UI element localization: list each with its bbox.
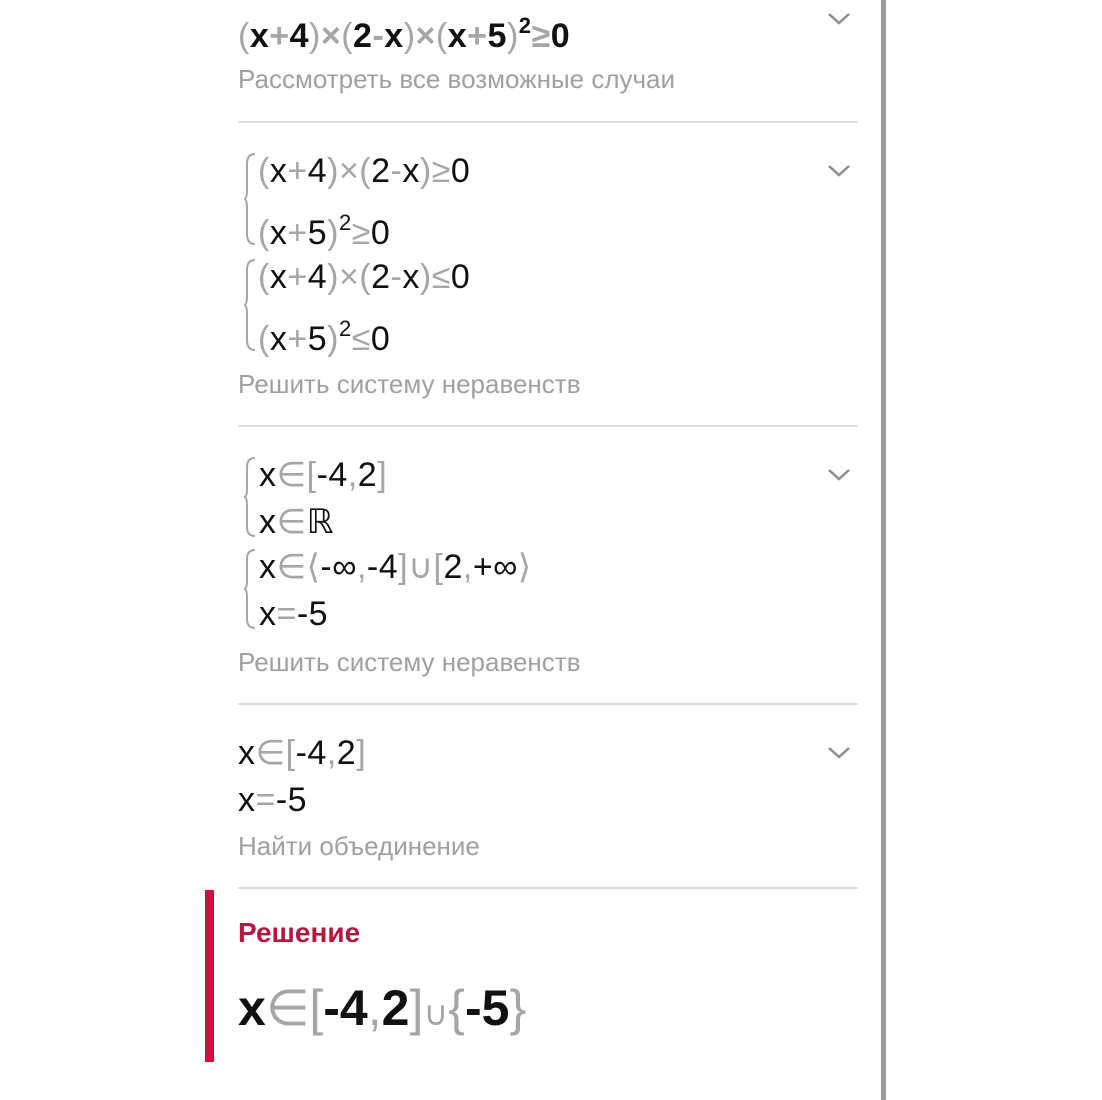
divider [238,121,858,123]
system-brace-icon [243,548,257,630]
step3-system1-line2: x∈ℝ [259,503,335,541]
step3-system2-line1: x∈⟨-∞,-4]∪[2,+∞⟩ [259,548,532,586]
system-brace-icon [243,456,257,538]
step1-hint: Рассмотреть все возможные случаи [238,64,676,94]
system-brace-icon [243,152,257,246]
step2-system1-line2: $(x+5)^2\ge 0$ [258,210,391,252]
step4-line2: x=-5 [238,781,308,819]
divider [238,887,858,889]
step2-system2-line2: $(x+5)^2\le 0$ [258,316,391,358]
step3-system2-line2: x=-5 [259,595,329,633]
step2-hint: Решить систему неравенств [238,369,581,399]
solution-accent-bar [205,890,214,1062]
divider [238,425,858,427]
step2-system1-line1: (x+4)×(2-x)≥0 [258,152,471,190]
step4-line1: x∈[-4,2] [238,734,367,772]
step4-hint: Найти объединение [238,831,480,861]
right-margin [886,0,1102,1100]
expand-step2-chevron-icon[interactable] [826,162,852,182]
solution-title: Решение [238,917,361,948]
system-brace-icon [243,258,257,352]
solution-expression: x∈[-4,2]∪{-5} [238,980,527,1036]
step2-system2-line1: (x+4)×(2-x)≤0 [258,258,471,296]
expand-step3-chevron-icon[interactable] [826,466,852,486]
step1-expression: $(x+4)\times(2-x)\times(x+5)^2\ge 0$ [238,13,571,55]
step3-hint: Решить систему неравенств [238,647,581,677]
left-margin [0,0,205,1100]
expand-step1-chevron-icon[interactable] [826,10,852,30]
step3-system1-line1: x∈[-4,2] [259,456,388,494]
expand-step4-chevron-icon[interactable] [826,744,852,764]
divider [238,703,858,705]
